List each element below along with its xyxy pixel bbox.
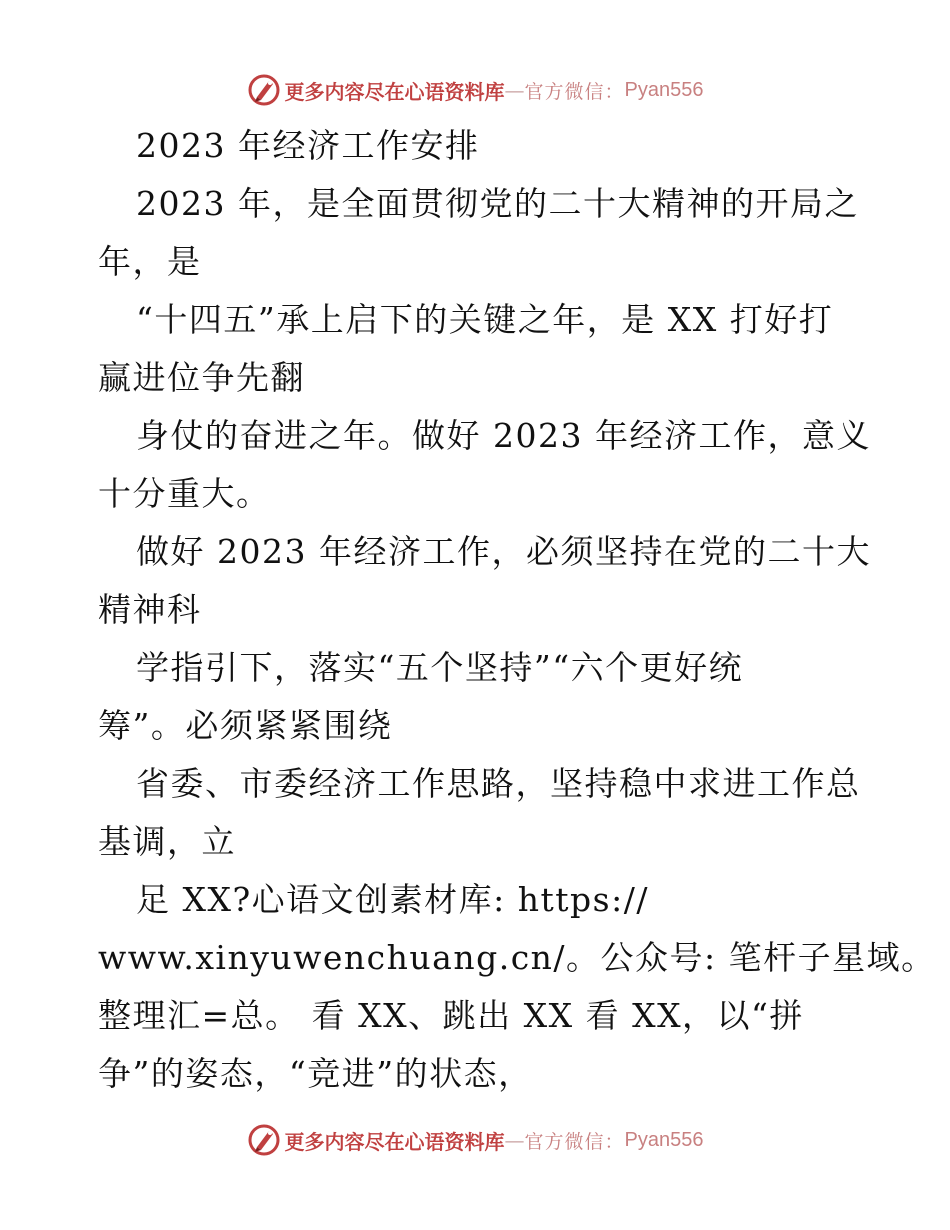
- text-line: 做好 2023 年经济工作，必须坚持在党的二十大: [136, 532, 871, 571]
- header-wechat-id: Pyan556: [624, 78, 704, 101]
- text-line: 精神科: [98, 590, 202, 629]
- text-line: 赢进位争先翻: [98, 358, 305, 397]
- footer-wechat-id: Pyan556: [624, 1128, 704, 1151]
- footer-separator: —: [504, 1128, 525, 1152]
- header-wechat-label: 官方微信：: [524, 80, 625, 103]
- text-line: 争”的姿态，“竞进”的状态，: [98, 1054, 533, 1093]
- text-line: 十分重大。: [98, 474, 271, 513]
- text-line: 筹”。必须紧紧围绕: [98, 706, 393, 745]
- text-line: “十四五”承上启下的关键之年，是 XX 打好打: [136, 300, 834, 339]
- text-line: 学指引下，落实“五个坚持”“六个更好统: [136, 648, 744, 687]
- text-line: 年，是: [98, 242, 202, 281]
- footer-banner: [0, 1122, 950, 1158]
- pen-logo-icon: [247, 73, 281, 107]
- text-line: www.xinyuwenchuang.cn/。公众号: 笔杆子星域。: [98, 938, 936, 977]
- text-line: 身仗的奋进之年。做好 2023 年经济工作，意义: [136, 416, 871, 455]
- footer-wechat-label: 官方微信：: [524, 1130, 625, 1153]
- header-separator: —: [504, 78, 525, 102]
- header-main-text: 更多内容尽在心语资料库: [284, 79, 505, 104]
- text-line: 2023 年，是全面贯彻党的二十大精神的开局之: [136, 184, 859, 223]
- text-line: 整理汇=总。 看 XX、跳出 XX 看 XX，以“拼: [98, 996, 804, 1035]
- text-line: 基调，立: [98, 822, 236, 861]
- pen-logo-icon: [247, 1123, 281, 1157]
- document-title: 2023 年经济工作安排: [136, 126, 480, 165]
- text-line: 足 XX?心语文创素材库: https://: [136, 880, 649, 919]
- header-banner: [0, 72, 950, 108]
- text-line: 省委、市委经济工作思路，坚持稳中求进工作总: [136, 764, 861, 803]
- footer-main-text: 更多内容尽在心语资料库: [284, 1129, 505, 1154]
